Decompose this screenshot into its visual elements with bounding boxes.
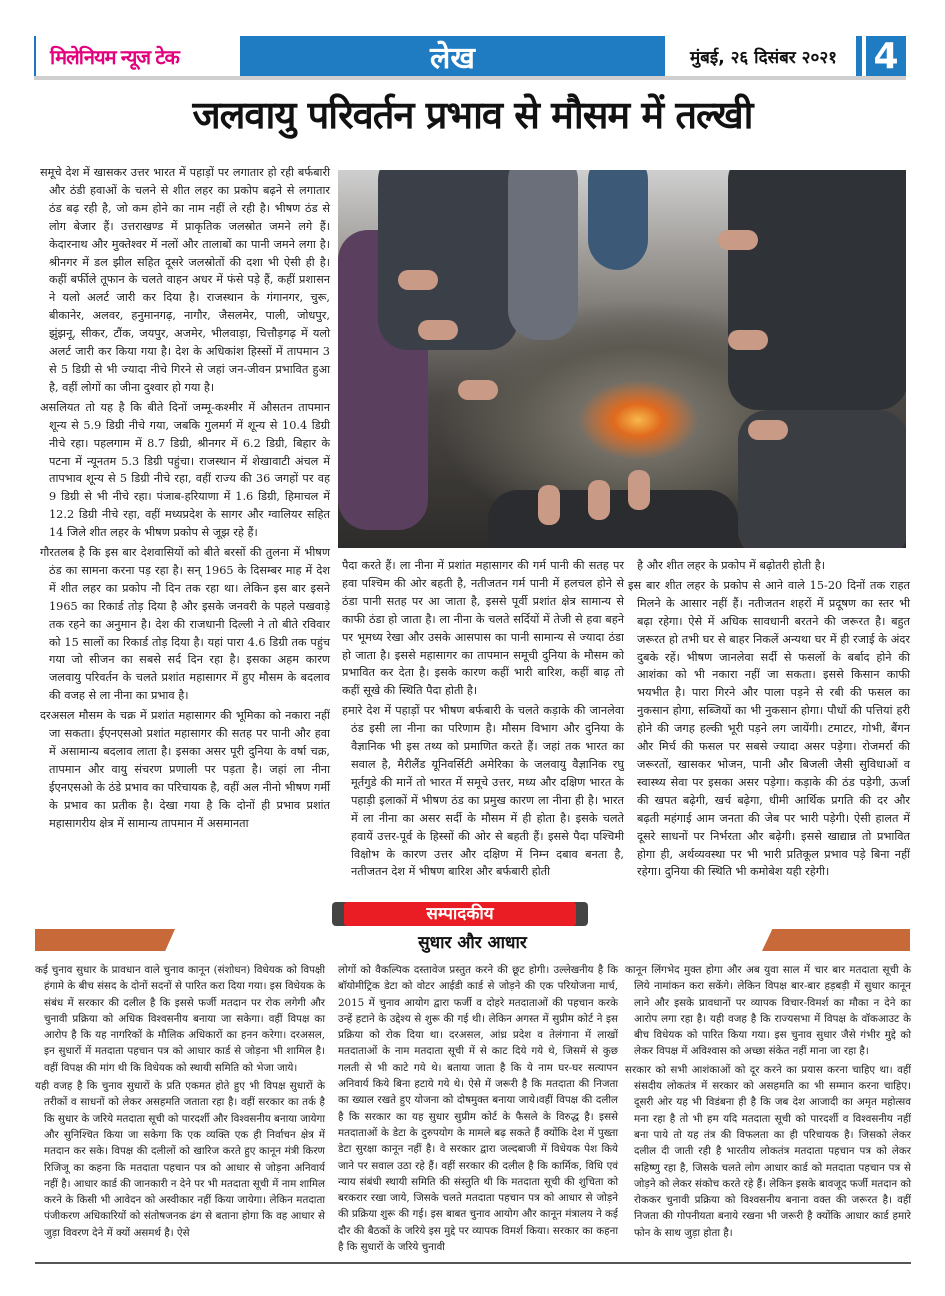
article-column-2 [342, 557, 624, 883]
paragraph: सरकार को सभी आशंकाओं को दूर करने का प्रयास करना चाहिए था। वहीं संसदीय लोकतंत्र में सरकार को असहमति का भी सम्मान करना चाहिए। दूसरी ओर यह भी विडंबना ही है कि जब देश आजादी का अमृत महोत्सव मना रहा है तो भी हम यदि मतदाता सूची को पारदर्शी व विश्वसनीय नहीं बना पाये तो यह तंत्र की विफलता का ही परिचायक है। जिसको लेकर दलील दी जाती रही है भारतीय लोकतंत्र मतदाता पहचान पत्र को लेकर सहिष्णु रहा है, जिसके चलते लोग आधार कार्ड को मतदाता पहचान पत्र से जोड़ने को लेकर संकोच करते रहे हैं। लेकिन इसके बावजूद फर्जी मतदान को रोककर चुनावी प्रक्रिया को विश्वसनीय बनाना वक्त की जरूरत है। वहीं निजता की गोपनीयता बनाये रखना भी जरूरी है क्योंकि आधार कार्ड हमारे फोन के साथ जुड़ा होता है। [625, 1063, 911, 1239]
paragraph: कानून लिंगभेद मुक्त होगा और अब युवा साल में चार बार मतदाता सूची के लिये नामांकन करा सकेंगे। लेकिन विपक्ष बार-बार हड़बड़ी में सुधार कानून लाने और इसके प्रावधानों पर व्यापक विचार-विमर्श का मौका न देने का आरोप लगा रहा है। यही वजह है कि राज्यसभा में विपक्ष के वॉकआउट के बीच विधेयक को पारित किया गया। इस चुनाव सुधार जैसे गंभीर मुद्दे को लेकर विपक्ष में अविश्वास को अच्छा संकेत नहीं माना जा रहा है। [625, 964, 911, 1058]
paragraph: दरअसल मौसम के चक्र में प्रशांत महासागर की भूमिका को नकारा नहीं जा सकता। ईएनएसओ प्रशांत महासागर की सतह पर पानी और हवा में असामान्य बदलाव लाता है। इसका असर पूरी दुनिया के वर्षा चक्र, तापमान और वायु संचरण प्रणाली पर पड़ता है। जहां ला नीना ईएनएसओ के ठंडे प्रभाव का परिचायक है, वहीं अल नीनो भीषण गर्मी के प्रभाव का प्रतीक है। देखा गया है कि दोनों ही प्रभाव प्रशांत महासागरीय क्षेत्र में सामान्य तापमान में असमानता [40, 709, 330, 830]
paragraph: गौरतलब है कि इस बार देशवासियों को बीते बरसों की तुलना में भीषण ठंड का सामना करना पड़ रहा है। सन् 1965 के दिसम्बर माह में देश में शीत लहर का प्रकोप नौ दिन तक रहा था। लेकिन इस बार इसने 1965 का रिकार्ड तोड़ दिया है और इसके जनवरी के पहले पखवाड़े तक रहने का अनुमान है। देश की राजधानी दिल्ली ने तो बीते रविवार को 15 सालों का रिकार्ड तोड़ दिया है। यहां पारा 4.6 डिग्री तक पहुंच गया जो सीजन का सबसे सर्द दिन रहा है। इसका अहम कारण जलवायु परिवर्तन के चलते प्रशांत महासागर में हुए मौसम के बदलाव की वजह से ला नीना का प्रभाव है। [40, 546, 330, 703]
page-number: 4 [862, 36, 906, 76]
paragraph: है और शीत लहर के प्रकोप में बढ़ोतरी होती है। [637, 559, 825, 572]
editorial-banner [332, 902, 588, 926]
article-photo-people-warming-hands-at-fire [338, 170, 906, 548]
article-column-1 [40, 164, 330, 835]
paragraph: इस बार शीत लहर के प्रकोप से आने वाले 15-20 दिनों तक राहत मिलने के आसार नहीं हैं। नतीजतन शहरों में प्रदूषण का स्तर भी बढ़ा रहेगा। ऐसे में अधिक सावधानी बरतने की जरूरत है। बहुत जरूरत हो तभी घर से बाहर निकलें अन्यथा घर में ही रजाई के अंदर दुबके रहें। भीषण जानलेवा सर्दी से फसलों के बर्बाद होने की आशंका को भी नकारा नहीं जा सकता। इससे किसान काफी भयभीत है। पारा गिरने और पाला पड़ने से रबी की फसल का नुकसान होगा, सब्जियों का भी नुकसान होगा। पौधों की पत्तियां हरी होने की जगह हल्की भूरी पड़ने लग जायेंगी। टमाटर, गोभी, बैंगन और मिर्च की फसल पर सबसे ज्यादा असर पड़ेगा। रोजमर्रा की जरूरतों, खासकर भोजन, पानी और बिजली जैसी सुविधाओं व स्वास्थ्य सेवा पर इसका असर पड़ेगा। कड़ाके की ठंड पड़ेगी, ऊर्जा की खपत बढ़ेगी, खर्च बढ़ेगा, धीमी आर्थिक प्रगति की दर और बढ़ती महंगाई आम जनता की जेब पर भारी पड़ेगी। ऐसी हालत में दूसरे साधनों पर निर्भरता और बढ़ेगी। इससे खाद्यान्न तो प्रभावित होगा ही, अर्थव्यवस्था पर भी भारी प्रतिकूल प्रभाव पड़े बिना नहीं रहेगा। दुनिया की स्थिति भी कमोबेश यही रहेगी। [628, 578, 910, 879]
editorial-column-2 [338, 962, 618, 1257]
paragraph: समूचे देश में खासकर उत्तर भारत में पहाड़ों पर लगातार हो रही बर्फबारी और ठंडी हवाओं के चलने से शीत लहर का प्रकोप बढ़ने से लगातार ठंड बढ़ रही है, जो कम होने का नाम नहीं ले रही है। भीषण ठंड से लोग बेजार हैं। उत्तराखण्ड में प्राकृतिक जलस्रोत जमने लगे हैं। केदारनाथ और मुक्तेश्वर में नलों और तालाबों का पानी जमने लगा है। श्रीनगर में डल झील सहित दूसरे जलस्रोतों की दशा भी ऐसी ही है। कहीं बर्फीले तूफान के चलते वाहन अधर में फंसे पड़े हैं, कहीं प्रशासन ने यलो अलर्ट जारी कर दिया है। राजस्थान के गंगानगर, चुरू, बीकानेर, अलवर, हनुमानगढ़, नागौर, जैसलमेर, पाली, जोधपुर, झुंझनू, सीकर, टौंक, जयपुर, अजमेर, भीलवाड़ा, चित्तौड़गढ़ में यलो अलर्ट जारी कर किया गया है। देश के अधिकांश हिस्सों में तापमान 3 से 5 डिग्री से भी ज्यादा नीचे गिरने से जहां जन-जीवन प्रभावित हुआ है, वहीं लोगों का जीना दुश्वार हो गया है। [40, 166, 330, 394]
newspaper-logo: मिलेनियम न्यूज टेक [34, 36, 240, 76]
editorial-label: सम्पादकीय [344, 902, 576, 926]
section-label: लेख [240, 36, 665, 76]
paragraph: लोगों को वैकल्पिक दस्तावेज प्रस्तुत करने की छूट होगी। उल्लेखनीय है कि बॉयोमीट्रिक डेटा को वोटर आईडी कार्ड से जोड़ने की एक परियोजना मार्च, 2015 में चुनाव आयोग द्वारा फर्जी व दोहरे मतदाताओं की पहचान करके उन्हें हटाने के उद्देश्य से शुरू की गई थी। लेकिन अगस्त में सुप्रीम कोर्ट ने इस प्रक्रिया को रोक दिया था। दरअसल, आंध्र प्रदेश व तेलंगाना में लाखों मतदाताओं के नाम मतदाता सूची में से काट दिये गये थे, जिसमें से कुछ गलती से भी काटे गये थे। बताया जाता है कि ये नाम घर-घर सत्यापन अनिवार्य किये बिना हटाये गये थे। ऐसे में जरूरी है कि मतदाता की निजता का ख्याल रखते हुए योजना को दोषमुक्त बनाया जाये।वहीं विपक्ष की दलील है कि सरकार का यह सुधार सुप्रीम कोर्ट के फैसले के विरुद्ध है। इससे मतदाताओं के डेटा के दुरुपयोग के मामले बढ़ सकते हैं क्योंकि देश में पुख्ता डेटा सुरक्षा कानून नहीं है। वे सरकार द्वारा जल्दबाजी में विधेयक पेश किये जाने पर सवाल उठा रहे हैं। वहीं सरकार की दलील है कि कार्मिक, विधि एवं न्याय संबंधी स्थायी समिति की संस्तुति थी कि मतदाता सूची की शुचिता को बरकरार रखा जाये, जिसके चलते मतदाता पहचान पत्र को आधार से जोड़ने की प्रक्रिया शुरू की गई। इस बाबत चुनाव आयोग और कानून मंत्रालय ने कई दौर की बैठकों के जरिये इस मुद्दे पर व्यापक विमर्श किया। सरकार का कहना है कि सुधारों के जरिये चुनावी [338, 964, 618, 1254]
paragraph: यही वजह है कि चुनाव सुधारों के प्रति एकमत होते हुए भी विपक्ष सुधारों के तरीकों व साधनों को लेकर असहमति जताता रहा है। वहीं सरकार का तर्क है कि सुधार के जरिये मतदाता सूची को पारदर्शी और विश्वसनीय बनाया जायेगा और सुनिश्चित किया जा सकेगा कि एक व्यक्ति एक ही निर्वाचन क्षेत्र में मतदान कर सके। विपक्ष की दलीलों को खारिज करते हुए कानून मंत्री किरण रिजिजू का कहना कि मतदाता पहचान पत्र को आधार से जोड़ना अनिवार्य नहीं है। आधार कार्ड की जानकारी न देने पर भी मतदाता सूची में नाम शामिल करने के किसी भी आवेदन को अस्वीकार नहीं किया जायेगा। लेकिन मतदाता पंजीकरण अधिकारियों को संतोषजनक ढंग से बताना होगा कि वह आधार से जुड़ा विवरण देने में क्यों असमर्थ है। ऐसे [35, 1080, 325, 1239]
paragraph: कई चुनाव सुधार के प्रावधान वाले चुनाव कानून (संशोधन) विधेयक को विपक्षी हंगामे के बीच संसद के दोनों सदनों से पारित करा दिया गया। इस विधेयक के संबंध में सरकार की दलील है कि इससे फर्जी मतदान पर रोक लगेगी और चुनावी प्रक्रिया को अधिक विश्वसनीय बनाया जा सकेगा। वहीं विपक्ष का आरोप है कि यह नागरिकों के मौलिक अधिकारों का हनन करेगा। दरअसल, इन सुधारों में मतदाता पहचान पत्र को आधार कार्ड से जोड़ना भी शामिल है। वहीं विपक्ष की मांग थी कि विधेयक को स्थायी समिति को भेजा जाये। [35, 964, 325, 1074]
paragraph: पैदा करते हैं। ला नीना में प्रशांत महासागर की गर्म पानी की सतह पर हवा पश्चिम की ओर बहती है, नतीजतन गर्म पानी में हलचल होने से ठंडा पानी सतह पर आ जाता है, इससे पूर्वी प्रशांत क्षेत्र सामान्य से काफी ठंडा हो जाता है। ला नीना के चलते सर्दियों में तेजी से हवा बहने पर भूमध्य रेखा और उसके आसपास का पानी सामान्य से ज्यादा ठंडा हो जाता है। इससे महासागर का तापमान समूची दुनिया के मौसम को प्रभावित कर देता है। इसके कारण कहीं भारी बारिश, कहीं बाढ़ तो कहीं सूखे की स्थिति पैदा होती है। [342, 559, 624, 698]
dateline: मुंबई, २६ दिसंबर २०२१ [689, 47, 838, 68]
editorial-title: सुधार और आधार [418, 933, 527, 953]
editorial-column-3 [625, 962, 911, 1243]
article-column-3 [628, 557, 910, 883]
paragraph: हमारे देश में पहाड़ों पर भीषण बर्फबारी के चलते कड़ाके की जानलेवा ठंड इसी ला नीना का परिणाम है। मौसम विभाग और दुनिया के वैज्ञानिक भी इस तथ्य को प्रमाणित करते हैं। जहां तक भारत का सवाल है, मैरीलैंड यूनिवर्सिटी अमेरिका के जलवायु वैज्ञानिक रघु मूर्तगुडे की मानें तो भारत में समूचे उत्तर, मध्य और दक्षिण भारत के पहाड़ी इलाकों में भीषण ठंड का प्रमुख कारण ला नीना ही है। भारत में ला नीना का असर सर्दी के मौसम में ही होता है। इसके चलते हवायें उत्तर-पूर्व के हिस्सों की ओर से बहती हैं। इससे पैदा पश्चिमी विक्षोभ के कारण उत्तर और दक्षिण में निम्न दबाव बनता है, नतीजतन देश में भीषण बारिश और बर्फबारी होती [342, 704, 624, 879]
editorial-column-1 [35, 962, 325, 1243]
bottom-rule [35, 1262, 911, 1264]
article-headline: जलवायु परिवर्तन प्रभाव से मौसम में तल्खी [192, 93, 753, 137]
masthead [34, 36, 906, 80]
paragraph: असलियत तो यह है कि बीते दिनों जम्मू-कश्मीर में औसतन तापमान शून्य से 5.9 डिग्री नीचे गया, जबकि गुलमर्ग में शून्य से 10.4 डिग्री नीचे रहा। पहलगाम में 8.7 डिग्री, श्रीनगर में 6.2 डिग्री, बिहार के पटना में न्यूनतम 5.3 डिग्री पहुंचा। राजस्थान में शेखावाटी अंचल में तापभाव शून्य से 5 डिग्री नीचे रहा, वहीं राज्य की 36 जगहों पर वह 9 डिग्री से भी नीचे रहा। पंजाब-हरियाणा में 1.6 डिग्री, हिमाचल में 12.2 डिग्री नीचे रहा, वहीं मध्यप्रदेश के सागर और ग्वालियर सहित 14 जिले शीत लहर के भीषण प्रकोप से जूझ रहे हैं। [40, 400, 330, 540]
